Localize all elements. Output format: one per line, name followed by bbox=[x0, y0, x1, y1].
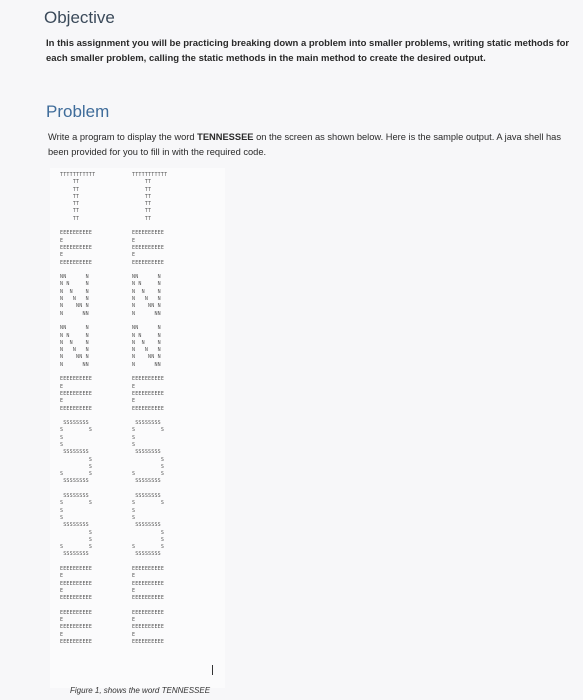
problem-paragraph bbox=[48, 130, 578, 160]
figure-right-column: TTTTTTTTTTT TT TT TT TT TT TT EEEEEEEEEE E EEEEEEEEEE E EEEEEEEEEE NN N N N N N N N N N N N NN N N NN NN N N N N N N N N N N N NN N N NN EEEEEEEEEE E EEEEEEEEEE E EEEEEEEEEE SSSSSSSS S S S S SSSSSSSS S S S S SSSSSSSS SSSSSSSS S S S S SSSSSSSS S S S S SSSSSSSS EEEEEEEEEE E EEEEEEEEEE E EEEEEEEEEE EEEEEEEEEE E EEEEEEEEEE E EEEEEEEEEE bbox=[132, 172, 168, 645]
objective-paragraph: In this assignment you will be practicing breaking down a problem into smaller problems, writing static methods for each smaller problem, calling the static methods in the main method to create the desired output. bbox=[46, 38, 570, 64]
text-cursor bbox=[212, 665, 213, 675]
problem-keyword: TENNESSEE bbox=[197, 132, 254, 142]
objective-heading: Objective bbox=[44, 8, 115, 27]
figure-caption: Figure 1, shows the word TENNESSEE bbox=[70, 686, 211, 695]
figure-left-column: TTTTTTTTTTT TT TT TT TT TT TT EEEEEEEEEE E EEEEEEEEEE E EEEEEEEEEE NN N N N N N N N N N N N NN N N NN NN N N N N N N N N N N N NN N N NN EEEEEEEEEE E EEEEEEEEEE E EEEEEEEEEE SSSSSSSS S S S S SSSSSSSS S S S S SSSSSSSS SSSSSSSS S S S S SSSSSSSS S S S S SSSSSSSS EEEEEEEEEE E EEEEEEEEEE E EEEEEEEEEE EEEEEEEEEE E EEEEEEEEEE E EEEEEEEEEE bbox=[60, 172, 96, 645]
problem-heading: Problem bbox=[46, 102, 110, 121]
problem-text-after: on the screen as shown below. Here is the sample output. A java shell has been provided for you to fill in with the required code. bbox=[48, 132, 561, 157]
problem-text-before: Write a program to display the word bbox=[48, 132, 198, 142]
